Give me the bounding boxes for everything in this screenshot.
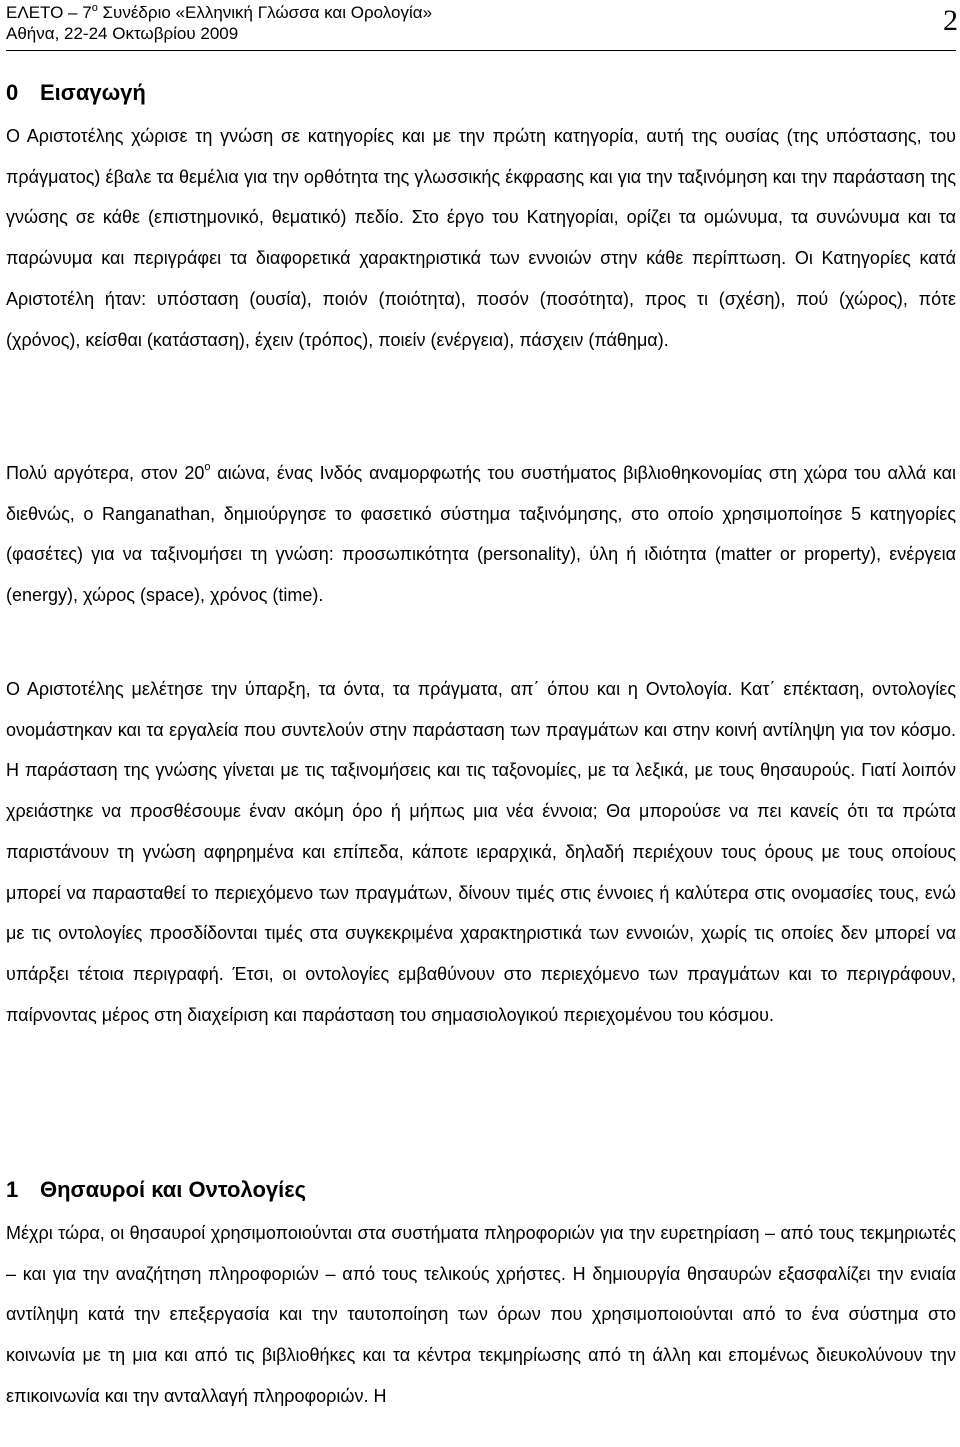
- conference-date: Αθήνα, 22-24 Οκτωβρίου 2009: [6, 24, 239, 43]
- page-number: 2: [943, 4, 958, 37]
- intro-paragraph-2: Πολύ αργότερα, στον $20^o$ αιώνα, ένας Ινδός αναμορφωτής του συστήματος βιβλιοθηκονομίας στη χώρα του αλλά και διεθνώς, ο Ranganathan, δημιούργησε το φασετικό σύστημα ταξινόμησης, στο οποίο χρησιμοποίησε 5 κατηγορίες (φασέτες) για να ταξινομήσει τη γνώση: προσωπικότητα (personality), ύλη ή ιδιότητα (matter or property), ενέργεια (energy), χώρος (space), χρόνος (time).: [6, 461, 957, 606]
- intro-paragraph-1: Ο Αριστοτέλης χώρισε τη γνώση σε κατηγορίες και με την πρώτη κατηγορία, αυτή της ουσίας (της υπόστασης, του πράγματος) έβαλε τα θεμέλια για την ορθότητα της γλωσσικής έκφρασης και για την ταξινόμηση και την παράσταση της γνώσης σε κάθε (επιστημονικό, θεματικό) πεδίο. Στο έργο του Κατηγορίαι, ορίζει τα ομώνυμα, τα συνώνυμα και τα παρώνυμα και περιγράφει τα διαφορετικά χαρακτηριστικά των εννοιών στην κάθε περίπτωση. Οι Κατηγορίες κατά Αριστοτέλη ήταν: υπόσταση (ουσία), ποιόν (ποιότητα), ποσόν (ποσότητα), προς τι (σχέση), πού (χώρος), πότε (χρόνος), κείσθαι (κατάσταση), έχειν (τρόπος), ποιείν (ενέργεια), πάσχειν (πάθημα).: [6, 126, 956, 350]
- section-heading-introduction: 0 Εισαγωγή: [6, 80, 146, 105]
- header-divider: [6, 50, 956, 51]
- section-heading-thesauri-ontologies: 1 Θησαυροί και Οντολογίες: [6, 1177, 307, 1202]
- conference-title: ΕΛΕΤΟ – $7^o$ Συνέδριο «Ελληνική Γλώσσα και Ορολογία»: [6, 2, 433, 22]
- running-header: [6, 0, 956, 50]
- thesauri-paragraph-1: Μέχρι τώρα, οι θησαυροί χρησιμοποιούνται στα συστήματα πληροφοριών για την ευρετηρίαση – από τους τεκμηριωτές – και για την αναζήτηση πληροφοριών – από τους τελικούς χρήστες. Η δημιουργία θησαυρών εξασφαλίζει την ενιαία αντίληψη κατά την επεξεργασία και την ταυτοποίηση των όρων που χρησιμοποιούνται από το ένα σύστημα στο κοινωνία με τη μια και από τις βιβλιοθήκες και τα κέντρα τεκμηρίωσης από τη άλλη και επομένως διευκολύνουν την επικοινωνία και την ανταλλαγή πληροφοριών. Η: [6, 1223, 956, 1406]
- document-page: [6, 0, 958, 1406]
- intro-paragraph-3: Ο Αριστοτέλης μελέτησε την ύπαρξη, τα όντα, τα πράγματα, απ΄ όπου και η Οντολογία. Κατ΄ επέκταση, οντολογίες ονομάστηκαν και τα εργαλεία που συντελούν στην παράσταση των πραγμάτων και στην κοινή αντίληψη για τον κόσμο. Η παράσταση της γνώσης γίνεται με τις ταξινομήσεις και τις ταξονομίες, με τα λεξικά, με τους θησαυρούς. Γιατί λοιπόν χρειάστηκε να προσθέσουμε έναν ακόμη όρο ή μήπως μια νέα έννοια; Θα μπορούσε να πει κανείς ότι τα πρώτα παριστάνουν τη γνώση αφηρημένα και επίπεδα, κάποτε ιεραρχικά, δηλαδή περιέχουν τους όρους με τους οποίους μπορεί να παρασταθεί το περιεχόμενο των πραγμάτων, δίνουν τιμές στις έννοιες ή καλύτερα στις ονομασίες τους, ενώ με τις οντολογίες προσδίδονται τιμές στα συγκεκριμένα χαρακτηριστικά των εννοιών, χωρίς τις οποίες δεν μπορεί να υπάρξει τέτοια περιγραφή. Έτσι, οι οντολογίες εμβαθύνουν στο περιεχόμενο των πραγμάτων και το περιγράφουν, παίρνοντας μέρος στη διαχείριση και παράσταση του σημασιολογικού περιεχομένου του κόσμου.: [6, 679, 956, 1025]
